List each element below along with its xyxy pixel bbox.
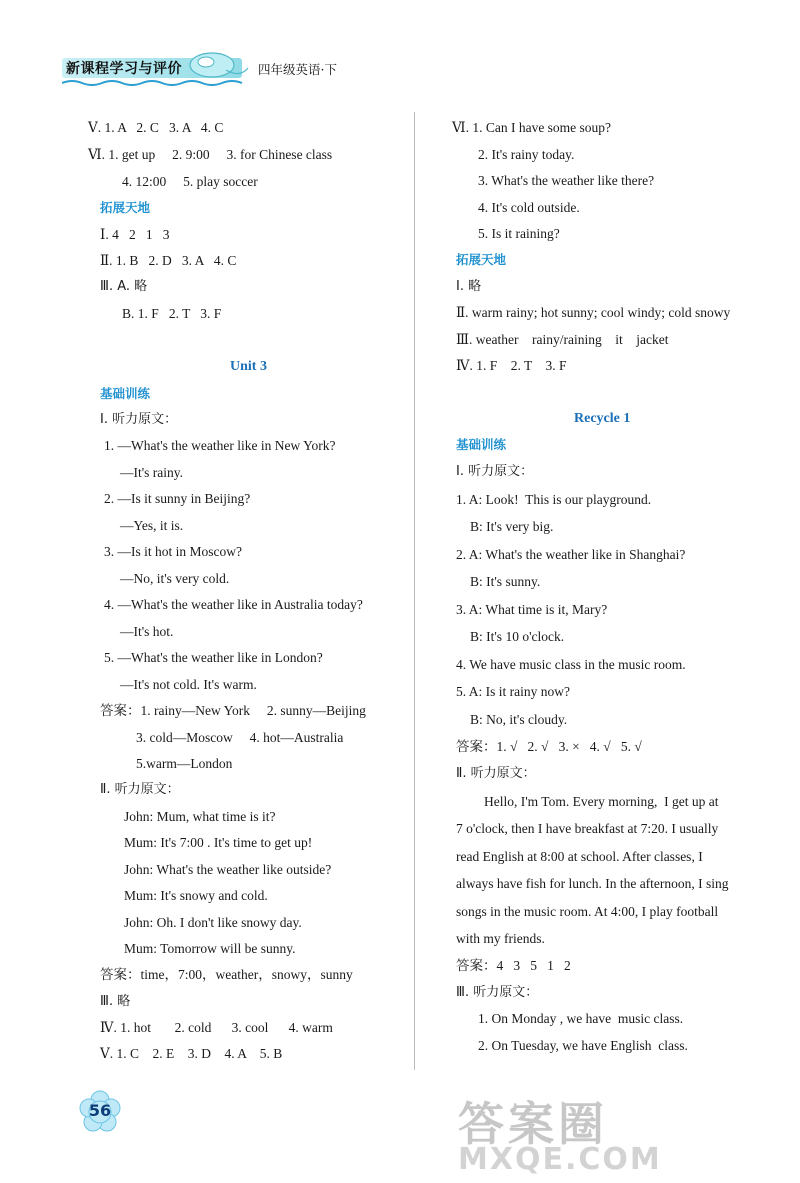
question-heading: Ⅰ. 听力原文： bbox=[456, 464, 534, 479]
script-line: —It's rainy. bbox=[120, 465, 184, 480]
answer-line: 2. It's rainy today. bbox=[478, 147, 575, 162]
header-wave-icon bbox=[62, 79, 252, 87]
answer-line: Ⅲ. A. 略 bbox=[100, 279, 148, 294]
unit-title: Recycle 1 bbox=[574, 411, 631, 426]
header-title: 新课程学习与评价 bbox=[66, 61, 182, 77]
script-line: B: It's very big. bbox=[470, 519, 554, 534]
section-heading: 基础训练 bbox=[100, 386, 151, 401]
script-line: B: No, it's cloudy. bbox=[470, 712, 568, 727]
script-line: 2. A: What's the weather like in Shanghai? bbox=[456, 547, 686, 562]
script-line: B: It's sunny. bbox=[470, 574, 541, 589]
question-heading: Ⅲ. 听力原文： bbox=[456, 985, 539, 1000]
script-line: —No, it's very cold. bbox=[120, 571, 230, 586]
answer-line: Ⅳ. 1. hot 2. cold 3. cool 4. warm bbox=[100, 1020, 333, 1035]
answer-line: 答案：1. rainy—New York 2. sunny—Beijing bbox=[100, 703, 366, 718]
script-line: 1. —What's the weather like in New York? bbox=[104, 438, 336, 453]
script-line: John: Oh. I don't like snowy day. bbox=[124, 915, 302, 930]
script-line: Mum: It's 7:00 . It's time to get up! bbox=[124, 835, 313, 850]
script-line: 4. We have music class in the music room. bbox=[456, 657, 686, 672]
watermark-url: MXQE.COM bbox=[458, 1142, 662, 1177]
script-line: 5. A: Is it rainy now? bbox=[456, 684, 570, 699]
column-divider bbox=[414, 112, 415, 1070]
script-line: John: Mum, what time is it? bbox=[124, 809, 276, 824]
passage-line: read English at 8:00 at school. After classes, I bbox=[456, 849, 703, 864]
answer-line: Ⅲ. 略 bbox=[100, 994, 131, 1009]
section-heading: 基础训练 bbox=[456, 437, 507, 452]
passage-line: with my friends. bbox=[456, 931, 545, 946]
answer-line: Ⅵ. 1. Can I have some soup? bbox=[452, 120, 612, 135]
page-number-badge bbox=[78, 1090, 122, 1134]
script-line: —It's hot. bbox=[120, 624, 174, 639]
answer-line: 答案：time，7:00，weather，snowy，sunny bbox=[100, 967, 353, 982]
section-heading: 拓展天地 bbox=[100, 200, 151, 215]
page-header bbox=[62, 46, 372, 88]
script-line: —Yes, it is. bbox=[120, 518, 184, 533]
answer-line: 5. Is it raining? bbox=[478, 226, 560, 241]
script-line: 2. —Is it sunny in Beijing? bbox=[104, 491, 251, 506]
script-line: B: It's 10 o'clock. bbox=[470, 629, 565, 644]
answer-line: 3. cold—Moscow 4. hot—Australia bbox=[136, 730, 344, 745]
answer-line: Ⅰ. 略 bbox=[456, 279, 482, 294]
script-line: 4. —What's the weather like in Australia today? bbox=[104, 597, 363, 612]
question-heading: Ⅱ. 听力原文： bbox=[100, 782, 180, 797]
header-subtitle: 四年级英语·下 bbox=[258, 62, 337, 77]
answer-line: Ⅵ. 1. get up 2. 9:00 3. for Chinese class bbox=[88, 147, 333, 162]
passage-line: 7 o'clock, then I have breakfast at 7:20. I usually bbox=[456, 821, 719, 836]
passage-line: Hello, I'm Tom. Every morning, I get up at bbox=[484, 794, 719, 809]
answer-line: B. 1. F 2. T 3. F bbox=[122, 306, 222, 321]
answer-line: Ⅴ. 1. A 2. C 3. A 4. C bbox=[88, 120, 224, 135]
answer-line: 答案：4 3 5 1 2 bbox=[456, 958, 571, 973]
script-line: —It's not cold. It's warm. bbox=[120, 677, 257, 692]
section-heading: 拓展天地 bbox=[456, 252, 507, 267]
watermark-text: 答案圈 bbox=[458, 1097, 608, 1151]
answer-line: Ⅰ. 4 2 1 3 bbox=[100, 227, 170, 242]
script-line: 3. A: What time is it, Mary? bbox=[456, 602, 608, 617]
header-decoration-icon bbox=[182, 48, 252, 82]
unit-title: Unit 3 bbox=[230, 359, 267, 374]
answer-line: Ⅴ. 1. C 2. E 3. D 4. A 5. B bbox=[100, 1046, 283, 1061]
answer-line: 4. It's cold outside. bbox=[478, 200, 580, 215]
passage-line: always have fish for lunch. In the afternoon, I sing bbox=[456, 876, 729, 891]
answer-line: 4. 12:00 5. play soccer bbox=[122, 174, 258, 189]
question-heading: Ⅱ. 听力原文： bbox=[456, 766, 536, 781]
answer-line: 5.warm—London bbox=[136, 756, 233, 771]
answer-line: Ⅳ. 1. F 2. T 3. F bbox=[456, 358, 567, 373]
script-line: John: What's the weather like outside? bbox=[124, 862, 332, 877]
script-line: Mum: It's snowy and cold. bbox=[124, 888, 268, 903]
script-line: 1. On Monday , we have music class. bbox=[478, 1011, 684, 1026]
script-line: 1. A: Look! This is our playground. bbox=[456, 492, 652, 507]
page-number: 56 bbox=[88, 1101, 112, 1120]
watermark bbox=[418, 1088, 798, 1180]
answer-line: Ⅱ. warm rainy; hot sunny; cool windy; cold snowy bbox=[456, 305, 731, 320]
answer-line: Ⅱ. 1. B 2. D 3. A 4. C bbox=[100, 253, 237, 268]
script-line: Mum: Tomorrow will be sunny. bbox=[124, 941, 296, 956]
script-line: 2. On Tuesday, we have English class. bbox=[478, 1038, 688, 1053]
answer-line: 3. What's the weather like there? bbox=[478, 173, 655, 188]
answer-line: Ⅲ. weather rainy/raining it jacket bbox=[456, 332, 669, 347]
question-heading: Ⅰ. 听力原文： bbox=[100, 412, 178, 427]
passage-line: songs in the music room. At 4:00, I play football bbox=[456, 904, 719, 919]
script-line: 3. —Is it hot in Moscow? bbox=[104, 544, 242, 559]
answer-line: 答案：1. √ 2. √ 3. × 4. √ 5. √ bbox=[456, 739, 642, 754]
script-line: 5. —What's the weather like in London? bbox=[104, 650, 323, 665]
